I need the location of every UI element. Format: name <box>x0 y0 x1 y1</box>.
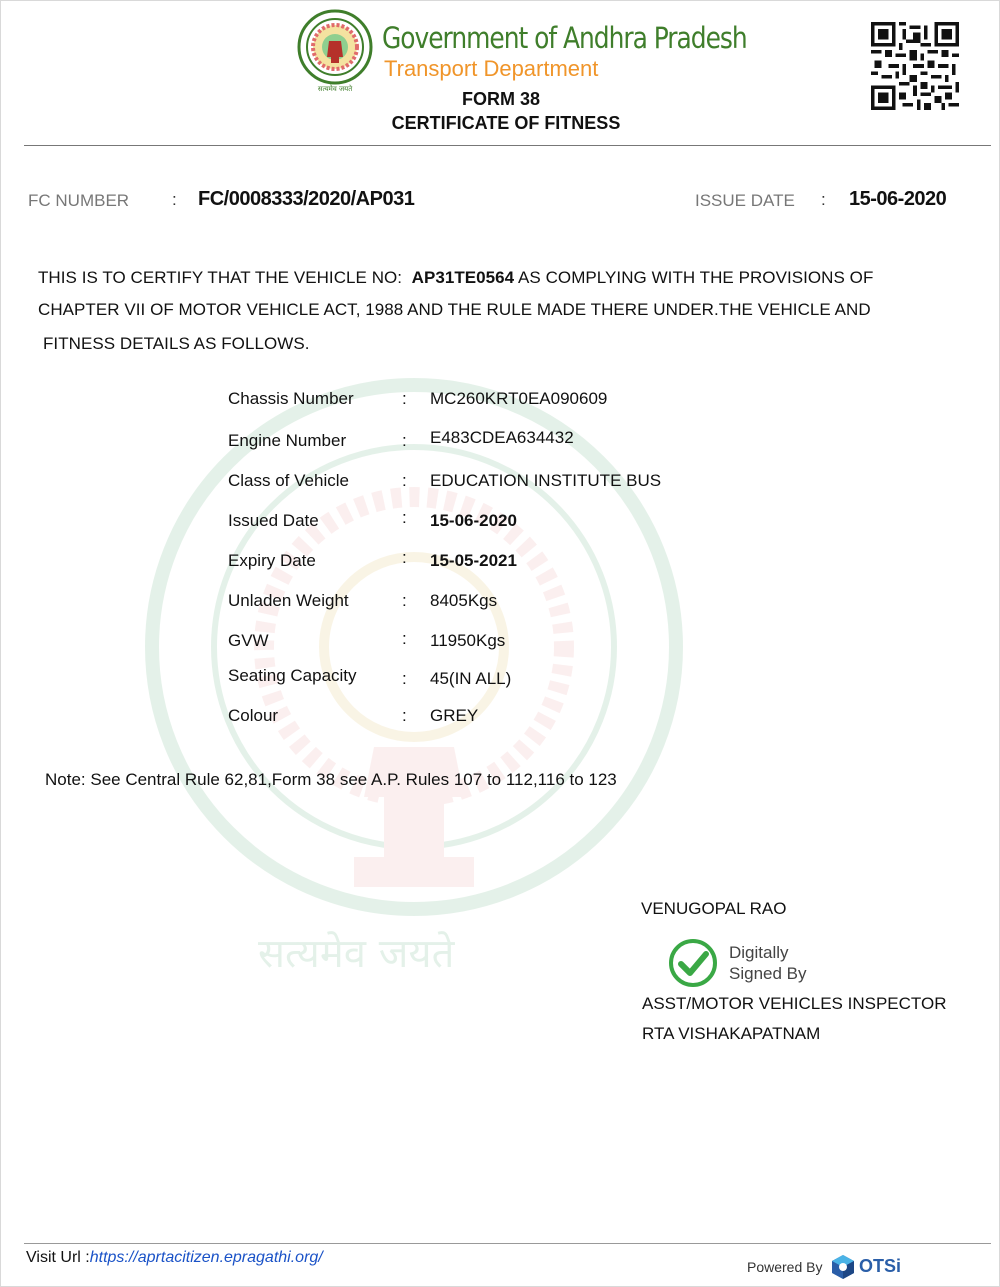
issue-date-colon: : <box>821 190 826 209</box>
issue-date-value: 15-06-2020 <box>849 188 947 210</box>
unladen-weight-value: 8405Kgs <box>430 591 498 610</box>
svg-text:सत्यमेव जयते: सत्यमेव जयते <box>317 85 353 93</box>
issue-date-label: ISSUE DATE <box>695 191 795 210</box>
certify-line-2: CHAPTER VII OF MOTOR VEHICLE ACT, 1988 AND THE RULE MADE THERE UNDER.THE VEHICLE AND <box>38 300 871 319</box>
detail-label: Chassis Number <box>228 389 354 408</box>
certify-prefix: THIS IS TO CERTIFY THAT THE VEHICLE NO: <box>38 268 403 287</box>
signer-office: RTA VISHAKAPATNAM <box>642 1024 821 1043</box>
form-number: FORM 38 <box>461 89 540 109</box>
detail-label: Seating Capacity <box>228 666 357 685</box>
engine-number-value: E483CDEA634432 <box>430 428 574 447</box>
detail-colon: : <box>402 508 407 527</box>
issued-date-value: 15-06-2020 <box>430 511 517 530</box>
detail-label: Engine Number <box>228 431 347 450</box>
detail-colon: : <box>402 431 407 450</box>
detail-label: Colour <box>228 706 279 725</box>
svg-text:सत्यमेव जयते: सत्यमेव जयते <box>258 931 455 977</box>
department-title: Transport Department <box>384 56 599 81</box>
government-title: Government of Andhra Pradesh <box>382 21 747 55</box>
visit-url-link[interactable]: https://aprtacitizen.epragathi.org/ <box>89 1249 323 1266</box>
detail-label: Expiry Date <box>228 551 316 570</box>
fc-number-colon: : <box>172 190 177 209</box>
check-circle-icon <box>667 937 719 989</box>
seating-capacity-value: 45(IN ALL) <box>430 669 512 688</box>
footer-divider <box>24 1243 991 1244</box>
detail-colon: : <box>402 548 407 567</box>
detail-colon: : <box>402 471 407 490</box>
expiry-date-value: 15-05-2021 <box>430 551 517 570</box>
detail-colon: : <box>402 629 407 648</box>
detail-label: GVW <box>228 631 269 650</box>
ap-emblem-logo <box>297 7 373 93</box>
certify-suffix: AS COMPLYING WITH THE PROVISIONS OF <box>518 268 874 287</box>
detail-label: Issued Date <box>228 511 319 530</box>
gvw-value: 11950Kgs <box>430 631 506 650</box>
rules-note: Note: See Central Rule 62,81,Form 38 see A.P. Rules 107 to 112,116 to 123 <box>45 770 617 789</box>
visit-url-line <box>26 1249 323 1267</box>
fc-number-label: FC NUMBER <box>28 191 130 210</box>
fc-number-value: FC/0008333/2020/AP031 <box>198 188 415 210</box>
otsi-brand-text: OTSi <box>859 1256 902 1276</box>
watermark-emblem <box>138 377 690 977</box>
detail-label: Unladen Weight <box>228 591 349 610</box>
chassis-number-value: MC260KRT0EA090609 <box>430 389 608 408</box>
detail-colon: : <box>402 669 407 688</box>
certificate-title: CERTIFICATE OF FITNESS <box>391 113 621 133</box>
signer-name: VENUGOPAL RAO <box>641 899 787 918</box>
signer-designation: ASST/MOTOR VEHICLES INSPECTOR <box>642 994 947 1013</box>
digitally-text: Digitally <box>729 943 789 962</box>
header-divider <box>24 145 991 146</box>
visit-url-label: Visit Url : <box>26 1249 90 1266</box>
detail-colon: : <box>402 591 407 610</box>
qr-code <box>871 22 959 110</box>
detail-label: Class of Vehicle <box>228 471 349 490</box>
certify-line-1 <box>38 268 873 288</box>
vehicle-class-value: EDUCATION INSTITUTE BUS <box>430 471 662 490</box>
vehicle-number: AP31TE0564 <box>411 268 515 287</box>
digital-signature-text <box>729 942 807 984</box>
detail-colon: : <box>402 389 407 408</box>
colour-value: GREY <box>430 706 479 725</box>
detail-colon: : <box>402 706 407 725</box>
powered-by-text: Powered By <box>747 1259 823 1275</box>
certify-line-3: FITNESS DETAILS AS FOLLOWS. <box>43 334 310 353</box>
otsi-logo-icon <box>830 1254 856 1280</box>
signed-by-text: Signed By <box>729 964 807 983</box>
